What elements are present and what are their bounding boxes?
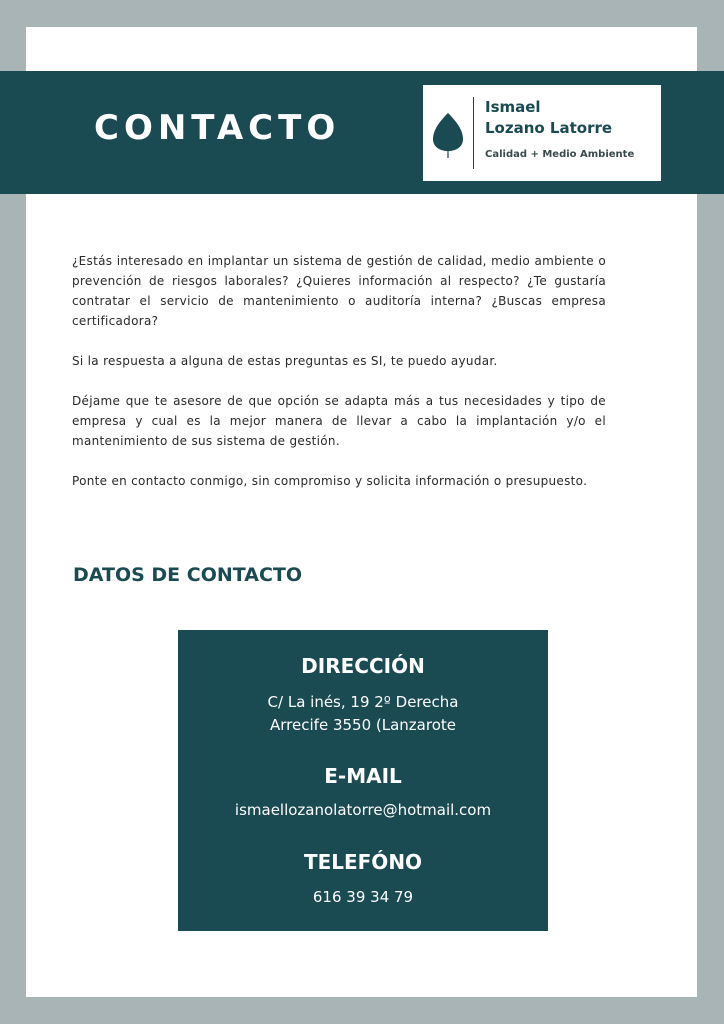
page-title: CONTACTO bbox=[94, 108, 341, 148]
intro-paragraph: Si la respuesta a alguna de estas preguntas es SI, te puedo ayudar. bbox=[72, 354, 498, 368]
address-line-2: Arrecife 3550 (Lanzarote bbox=[270, 716, 456, 734]
logo-name-first: Ismael bbox=[485, 98, 541, 116]
logo bbox=[423, 85, 661, 181]
logo-tagline: Calidad + Medio Ambiente bbox=[485, 149, 635, 160]
phone-number: 616 39 34 79 bbox=[312, 888, 414, 906]
email-address: ismaellozanolatorre@hotmail.com bbox=[234, 801, 492, 819]
intro-paragraph: Ponte en contacto conmigo, sin compromiso y solicita información o presupuesto. bbox=[72, 474, 588, 488]
email-heading: E-MAIL bbox=[324, 764, 402, 788]
phone-heading: TELEFÓNO bbox=[303, 850, 423, 874]
intro-paragraph: Déjame que te asesore de que opción se adapta más a tus necesidades y tipo de empresa y cual es la mejor manera de llevar a cabo la implantación y/o el mantenimiento de sus sistema de gestión. bbox=[72, 394, 606, 448]
address-line-1: C/ La inés, 19 2º Derecha bbox=[267, 693, 459, 711]
intro-paragraph: ¿Estás interesado en implantar un sistema de gestión de calidad, medio ambiente o prevención de riesgos laborales? ¿Quieres información al respecto? ¿Te gustaría contratar el servicio de mantenimiento o auditoría interna? ¿Buscas empresa certificadora? bbox=[72, 254, 606, 328]
logo-name-last: Lozano Latorre bbox=[485, 119, 613, 137]
logo-divider bbox=[473, 97, 474, 169]
address-heading: DIRECCIÓN bbox=[301, 654, 425, 678]
contact-card bbox=[178, 630, 548, 931]
contact-section-heading: DATOS DE CONTACTO bbox=[73, 564, 303, 586]
intro-text bbox=[72, 251, 606, 511]
leaf-icon bbox=[431, 111, 465, 159]
